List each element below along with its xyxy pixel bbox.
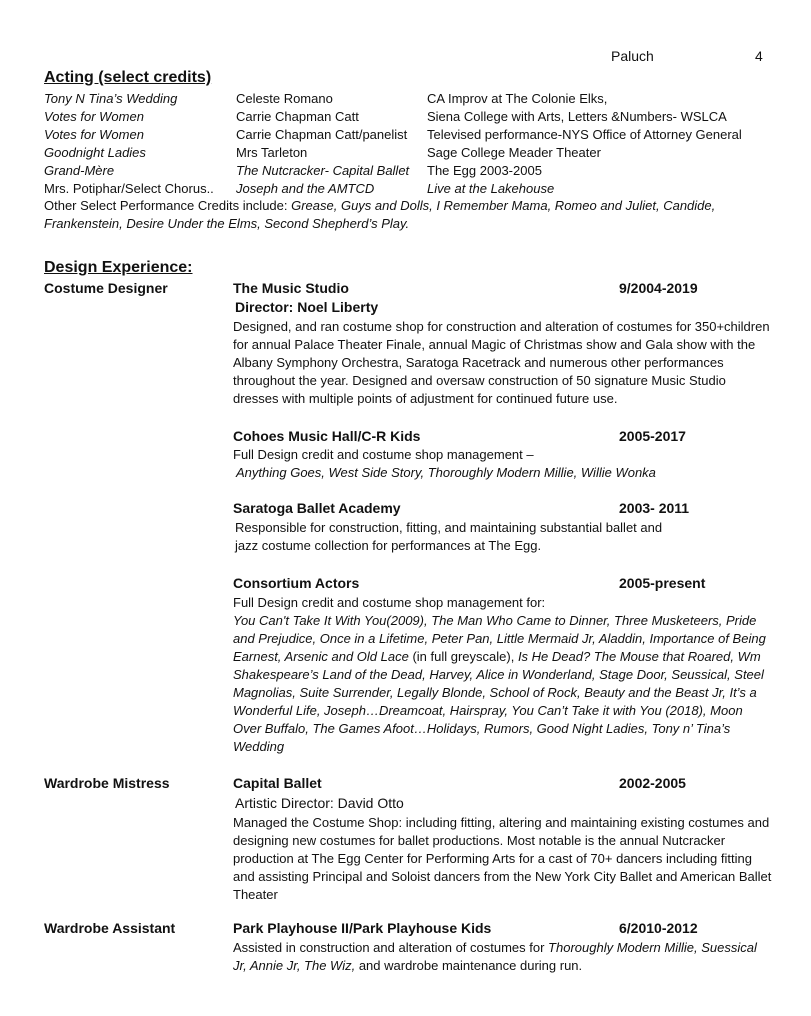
design-heading: Design Experience: <box>44 259 193 276</box>
acting-venue: The Egg 2003-2005 <box>427 163 542 178</box>
acting-show: Grand-Mère <box>44 163 115 178</box>
acting-venue: CA Improv at The Colonie Elks, <box>427 91 608 106</box>
header-name: Paluch <box>611 48 654 64</box>
consortium-shows-note: (in full greyscale), <box>408 649 518 664</box>
entry-director-music-studio: Director: Noel Liberty <box>235 299 379 315</box>
entry-description-saratoga: Responsible for construction, fitting, and maintaining substantial ballet and jazz costume collection for performances at The Egg. <box>235 520 663 553</box>
acting-row <box>44 90 784 108</box>
entry-title-capital-ballet: Capital Ballet <box>233 775 322 791</box>
acting-show: Tony N Tina’s Wedding <box>44 91 178 106</box>
cohoes-line: Full Design credit and costume shop management – <box>233 447 534 462</box>
consortium-shows <box>233 612 773 756</box>
acting-row <box>44 108 784 126</box>
other-performance-credits <box>44 197 764 233</box>
acting-role: Joseph and the AMTCD <box>236 181 375 196</box>
acting-role: Carrie Chapman Catt <box>236 109 359 124</box>
entry-description-music-studio: Designed, and ran costume shop for construction and alteration of costumes for 350+children for annual Palace Theater Finale, annual Magic of Christmas show and Gala show with the Albany Symphony Orchestra, Saratoga Racetrack and numerous other performances throughout the year. Designed and oversaw construction of 50 signature Music Studio dresses with multiple points of adjustment for continued future use. <box>233 319 770 406</box>
acting-role: Carrie Chapman Catt/panelist <box>236 127 408 142</box>
entry-dates-park-playhouse: 6/2010-2012 <box>619 920 698 936</box>
acting-row <box>44 162 784 180</box>
park-desc-suffix: and wardrobe maintenance during run. <box>355 958 583 973</box>
acting-show: Votes for Women <box>44 109 144 124</box>
entry-description-consortium <box>233 594 773 756</box>
consortium-line: Full Design credit and costume shop management for: <box>233 595 546 610</box>
entry-title-cohoes: Cohoes Music Hall/C-R Kids <box>233 428 421 444</box>
entry-description-capital-ballet: Managed the Costume Shop: including fitting, altering and maintaining existing costumes and designing new costumes for ballet productions. Most notable is the annual Nutcracker production at The Egg Center for Performing Arts for a cast of 70+ dancers including fitting and assisting Principal and Soloist dancers from the New York City Ballet and American Ballet Theater <box>233 815 772 902</box>
cohoes-shows: Anything Goes, West Side Story, Thoroughly Modern Millie, Willie Wonka <box>236 465 656 480</box>
entry-title-music-studio: The Music Studio <box>233 280 349 296</box>
other-credits-label: Other Select Performance Credits include: <box>44 198 292 213</box>
consortium-shows-a: You Can't Take It With You(2009), The Man Who Came to Dinner, Three Musketeers, Pride and Prejudice, Once in a Lifetime, Peter Pan, Little Mermaid Jr, Aladdin, Importance of Being Earnest, Arsenic and Old Lace <box>233 613 766 664</box>
role-wardrobe-mistress: Wardrobe Mistress <box>44 775 170 791</box>
acting-role: Celeste Romano <box>236 91 333 106</box>
other-credits-list: Grease, Guys and Dolls, I Remember Mama, Romeo and Juliet, Candide, Frankenstein, Desire Under the Elms, Second Shepherd’s Play. <box>44 198 716 231</box>
entry-dates-capital-ballet: 2002-2005 <box>619 775 686 791</box>
entry-dates-consortium: 2005-present <box>619 575 706 591</box>
acting-row <box>44 144 784 162</box>
entry-title-park-playhouse: Park Playhouse II/Park Playhouse Kids <box>233 920 492 936</box>
park-desc-shows: Thoroughly Modern Millie, Suessical Jr, Annie Jr, The Wiz, <box>233 940 757 973</box>
entry-dates-music-studio: 9/2004-2019 <box>619 280 698 296</box>
acting-role: Mrs Tarleton <box>236 145 308 160</box>
entry-dates-saratoga: 2003- 2011 <box>619 500 690 516</box>
acting-show: Votes for Women <box>44 127 144 142</box>
acting-venue: Sage College Meader Theater <box>427 145 601 160</box>
park-desc-prefix: Assisted in construction and alteration of costumes for <box>233 940 549 955</box>
entry-title-saratoga: Saratoga Ballet Academy <box>233 500 401 516</box>
role-wardrobe-assistant: Wardrobe Assistant <box>44 920 176 936</box>
consortium-shows-b: Is He Dead? The Mouse that Roared, Wm Shakespeare’s Land of the Dead, Harvey, Alice in Wonderland, Stage Door, Seussical, Steel Magnolias, Suite Surrender, Legally Blonde, School of Rock, Beauty and the Beast Jr, It’s a Wonderful Life, Joseph…Dreamcoat, Hairspray, You Can’t Take it with You (2018), Moon Over Buffalo, The Games Afoot…Holidays, Rumors, Good Night Ladies, Tony n’ Tina’s Wedding <box>233 649 764 754</box>
acting-venue: Televised performance-NYS Office of Attorney General <box>427 127 742 142</box>
entry-description-park-playhouse <box>233 939 773 975</box>
acting-row <box>44 126 784 144</box>
acting-show: Goodnight Ladies <box>44 145 146 160</box>
acting-role: The Nutcracker- Capital Ballet <box>236 163 410 178</box>
entry-dates-cohoes: 2005-2017 <box>619 428 686 444</box>
entry-description-cohoes <box>233 446 773 482</box>
entry-director-capital-ballet: Artistic Director: David Otto <box>235 795 404 811</box>
acting-heading: Acting (select credits) <box>44 69 212 86</box>
role-costume-designer: Costume Designer <box>44 280 168 296</box>
entry-title-consortium: Consortium Actors <box>233 575 360 591</box>
page-number: 4 <box>755 48 763 64</box>
acting-venue: Live at the Lakehouse <box>427 181 555 196</box>
acting-venue: Siena College with Arts, Letters &Numbers- WSLCA <box>427 109 727 124</box>
acting-row <box>44 180 784 198</box>
acting-show: Mrs. Potiphar/Select Chorus.. <box>44 181 214 196</box>
